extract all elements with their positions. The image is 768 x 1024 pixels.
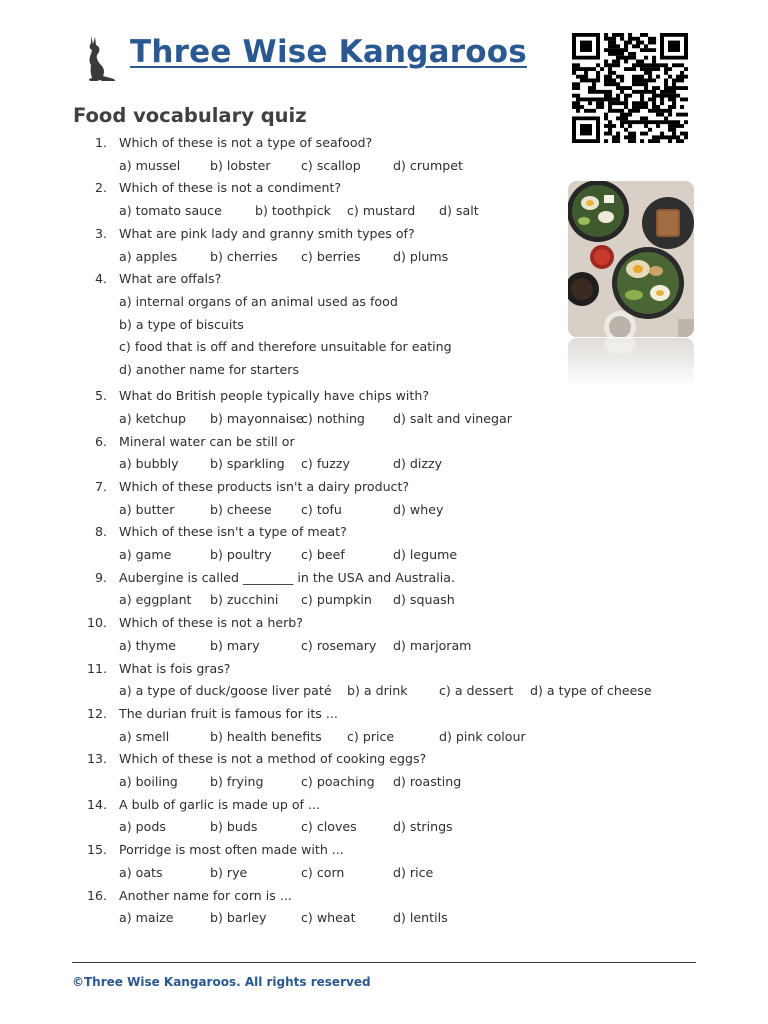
answer-option: a) game [119,547,172,562]
question-number: 1. [94,135,107,150]
answer-option: c) food that is off and therefore unsuitable for eating [119,339,452,355]
answer-option: d) lentils [393,910,448,926]
answer-option: d) squash [393,592,455,608]
answer-option: b) a type of biscuits [119,316,244,332]
quiz-title: Food vocabulary quiz [73,104,307,127]
answer-option: d) a type of cheese [530,683,652,699]
answer-option: d) strings [393,819,453,835]
answer-option: a) bubbly [119,456,179,472]
question-number: 11. [86,660,107,676]
answer-option: c) beef [301,547,345,562]
answer-option: a) tomato sauce [119,203,222,219]
answer-option: a) ketchup [119,410,187,426]
question-number: 9. [94,569,107,585]
answer-option: b) zucchini [210,592,279,608]
answer-option: a) a type of duck/goose liver paté [119,683,332,699]
answer-option: c) poaching [301,774,375,789]
question-number: 3. [94,225,107,241]
question-number: 10. [86,615,107,631]
footer-divider [72,962,696,963]
answer-option: c) wheat [301,910,356,926]
question-text: Mineral water can be still or [119,433,295,449]
question-text: Which of these is not a herb? [119,615,303,631]
answer-option: d) crumpet [393,157,463,173]
answer-option: b) rye [210,864,248,880]
answer-option: a) internal organs of an animal used as food [119,293,398,309]
question-text: What are offals? [119,271,222,287]
answer-option: b) health benefits [210,728,322,744]
question-text: What is fois gras? [119,660,231,676]
answer-option: b) toothpick [255,203,331,219]
question-number: 4. [94,271,107,287]
question-number: 14. [86,796,107,812]
question-text: Which of these is not a method of cooking eggs? [119,751,427,767]
question-text: Another name for corn is ... [119,887,292,903]
question-text: Porridge is most often made with ... [119,842,344,858]
answer-option: b) sparkling [210,456,285,472]
question-number: 7. [94,478,107,494]
answer-option: c) fuzzy [301,456,350,472]
question-number: 13. [86,751,107,767]
answer-option: b) mary [210,637,260,653]
answer-option: d) plums [393,248,449,264]
question-number: 15. [86,842,107,858]
answer-option: b) a drink [347,683,408,699]
answer-option: c) rosemary [301,637,377,653]
question-text: Which of these is not a type of seafood? [119,135,373,150]
answer-option: a) butter [119,501,175,517]
answer-option: b) frying [210,774,264,789]
question-text: Which of these products isn't a dairy product? [119,478,410,494]
answer-option: c) berries [301,248,361,264]
answer-option: c) a dessert [439,683,514,699]
site-title[interactable]: Three Wise Kangaroos [130,34,527,70]
answer-option: d) whey [393,501,444,517]
answer-option: a) oats [119,864,163,880]
answer-option: c) price [347,728,395,744]
answer-option: d) pink colour [439,728,526,744]
answer-option: c) nothing [301,410,365,426]
question-number: 2. [94,180,107,196]
question-text: The durian fruit is famous for its ... [119,705,338,721]
answer-option: a) apples [119,248,178,264]
answer-option: b) lobster [210,157,271,173]
answer-option: a) smell [119,728,170,744]
answer-option: d) roasting [393,774,462,789]
question-text: Which of these isn't a type of meat? [119,524,347,540]
question-number: 6. [94,433,107,449]
answer-option: a) boiling [119,774,178,789]
answer-option: b) poultry [210,547,272,562]
question-text: Aubergine is called ________ in the USA and Australia. [119,569,455,585]
answer-option: c) mustard [347,203,416,219]
question-number: 16. [86,887,107,903]
answer-option: d) rice [393,864,434,880]
answer-option: b) barley [210,910,267,926]
question-number: 12. [86,705,107,721]
answer-option: d) dizzy [393,456,443,472]
question-number: 5. [94,388,107,404]
answer-option: b) buds [210,819,258,835]
answer-option: d) salt [439,203,479,219]
answer-option: c) scallop [301,157,361,173]
answer-option: d) another name for starters [119,362,300,377]
footer-copyright: ©Three Wise Kangaroos. All rights reserved [72,975,371,989]
answer-option: a) maize [119,910,174,926]
question-number: 8. [94,524,107,540]
question-text: A bulb of garlic is made up of ... [119,796,320,812]
answer-option: b) mayonnaise [210,410,304,426]
question-text: What do British people typically have chips with? [119,388,430,404]
answer-option: a) pods [119,819,166,835]
answer-option: c) tofu [301,501,342,517]
answer-option: d) salt and vinegar [393,410,512,426]
answer-option: a) eggplant [119,592,192,608]
answer-option: b) cheese [210,501,272,517]
answer-option: a) mussel [119,157,181,173]
answer-option: c) pumpkin [301,592,372,608]
answer-option: d) marjoram [393,637,472,653]
answer-option: d) legume [393,547,458,562]
answer-option: b) cherries [210,248,278,264]
question-text: Which of these is not a condiment? [119,180,342,196]
question-text: What are pink lady and granny smith types of? [119,225,415,241]
answer-option: a) thyme [119,637,177,653]
answer-option: c) cloves [301,819,357,835]
answer-option: c) corn [301,864,345,880]
